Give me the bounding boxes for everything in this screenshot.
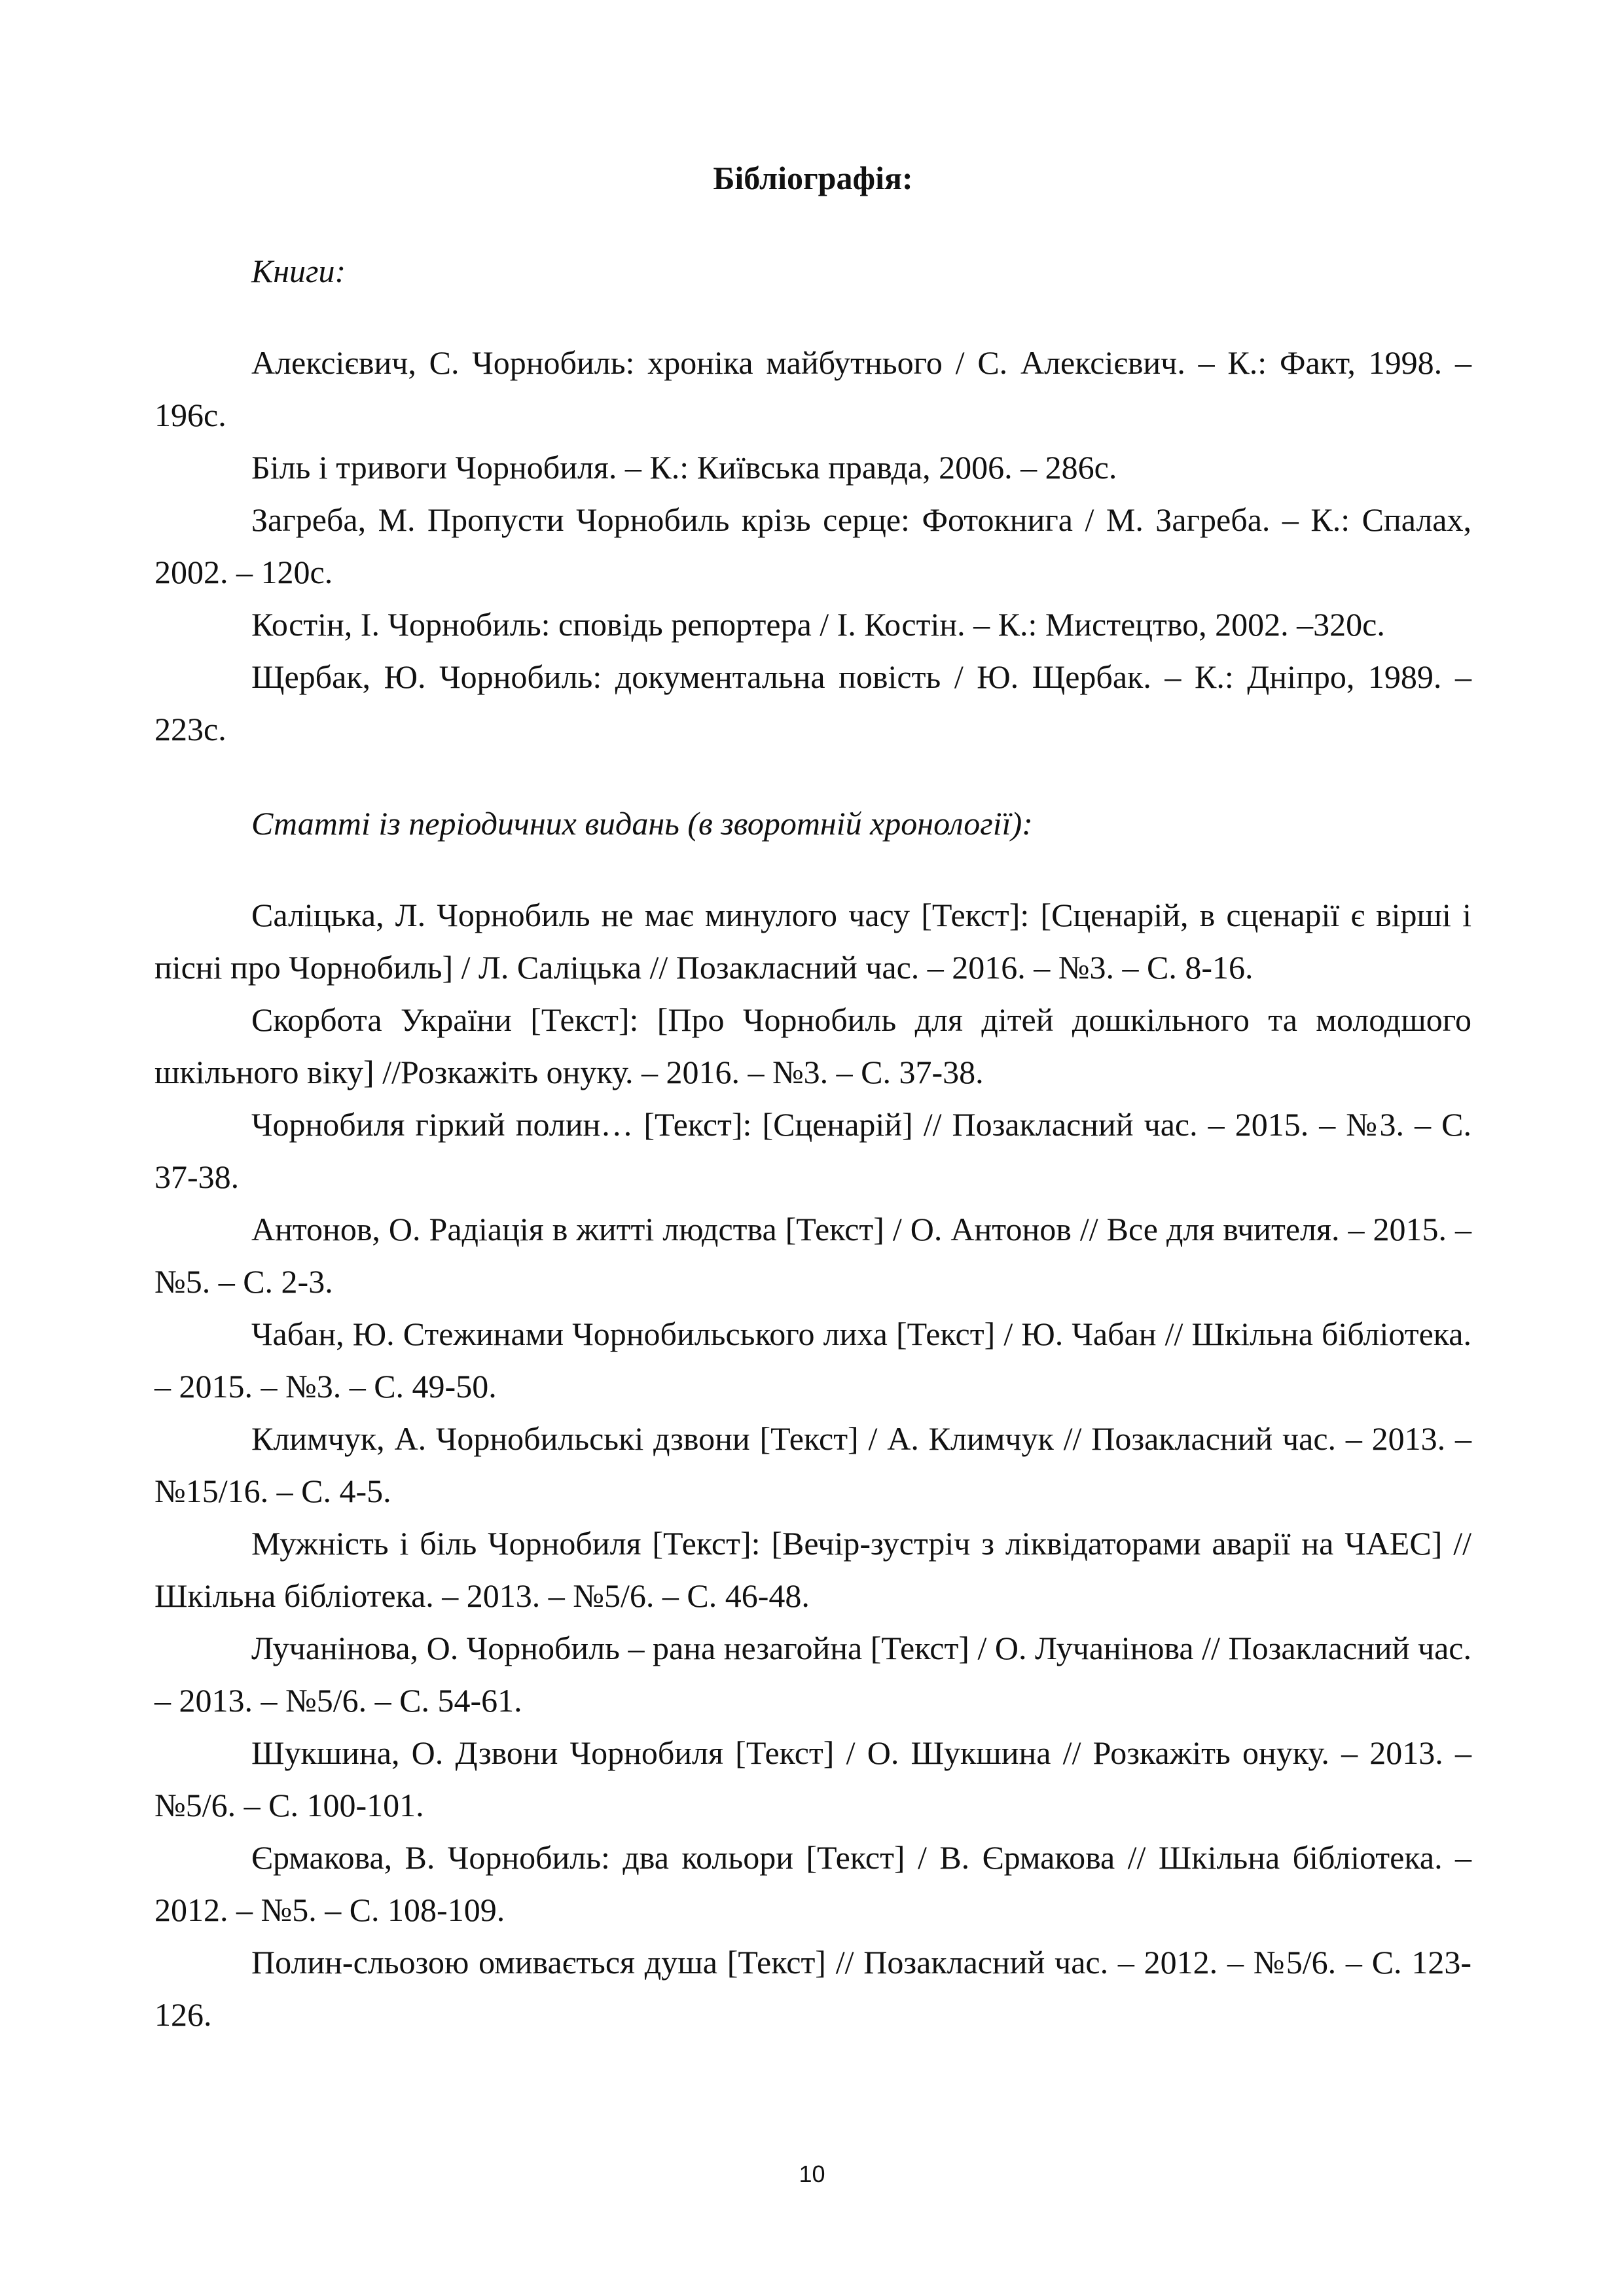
books-section — [154, 245, 1471, 755]
articles-section — [154, 797, 1471, 2041]
books-heading: Книги: — [251, 253, 346, 289]
bibliography-entry: Климчук, А. Чорнобильські дзвони [Текст] / А. Климчук // Позакласний час. – 2013. – №15/16. – С. 4-5. — [154, 1420, 1471, 1509]
bibliography-entry: Щербак, Ю. Чорнобиль: документальна повість / Ю. Щербак. – К.: Дніпро, 1989. – 223с. — [154, 658, 1471, 747]
bibliography-entry: Шукшина, О. Дзвони Чорнобиля [Текст] / О. Шукшина // Розкажіть онуку. – 2013. – №5/6. – С. 100-101. — [154, 1734, 1471, 1823]
page-content — [154, 152, 1471, 2041]
bibliography-entry: Біль і тривоги Чорнобиля. – К.: Київська правда, 2006. – 286с. — [251, 449, 1117, 486]
bibliography-entry: Скорбота України [Текст]: [Про Чорнобиль для дітей дошкільного та молодшого шкільного віку] //Розкажіть онуку. – 2016. – №3. – С. 37-38. — [154, 1001, 1471, 1090]
bibliography-entry: Чабан, Ю. Стежинами Чорнобильського лиха [Текст] / Ю. Чабан // Шкільна бібліотека. – 2015. – №3. – С. 49-50. — [154, 1316, 1471, 1405]
bibliography-entry: Єрмакова, В. Чорнобиль: два кольори [Текст] / В. Єрмакова // Шкільна бібліотека. – 2012. – №5. – С. 108-109. — [154, 1839, 1471, 1928]
bibliography-entry: Полин-сльозою омивається душа [Текст] // Позакласний час. – 2012. – №5/6. – С. 123-126. — [154, 1944, 1471, 2033]
bibliography-entry: Мужність і біль Чорнобиля [Текст]: [Вечір-зустріч з ліквідаторами аварії на ЧАЕС] // Шкільна бібліотека. – 2013. – №5/6. – С. 46-48. — [154, 1525, 1471, 1614]
bibliography-entry: Саліцька, Л. Чорнобиль не має минулого часу [Текст]: [Сценарій, в сценарії є вірші і пісні про Чорнобиль] / Л. Саліцька // Позакласний час. – 2016. – №3. – С. 8-16. — [154, 897, 1471, 986]
bibliography-entry: Костін, І. Чорнобиль: сповідь репортера / І. Костін. – К.: Мистецтво, 2002. –320с. — [251, 606, 1385, 643]
bibliography-entry: Лучанінова, О. Чорнобиль – рана незагойна [Текст] / О. Лучанінова // Позакласний час. – 2013. – №5/6. – С. 54-61. — [154, 1630, 1471, 1719]
bibliography-entry: Чорнобиля гіркий полин… [Текст]: [Сценарій] // Позакласний час. – 2015. – №3. – С. 37-38. — [154, 1106, 1471, 1195]
page-number: 10 — [799, 2161, 825, 2187]
page-title: Бібліографія: — [713, 160, 913, 196]
articles-heading: Статті із періодичних видань (в зворотній хронології): — [251, 805, 1033, 842]
bibliography-entry: Антонов, О. Радіація в житті людства [Текст] / О. Антонов // Все для вчителя. – 2015. – №5. – С. 2-3. — [154, 1211, 1471, 1300]
bibliography-entry: Загреба, М. Пропусти Чорнобиль крізь серце: Фотокнига / М. Загреба. – К.: Спалах, 2002. – 120с. — [154, 501, 1471, 590]
bibliography-entry: Алексієвич, С. Чорнобиль: хроніка майбутнього / С. Алексієвич. – К.: Факт, 1998. – 196с. — [154, 344, 1471, 433]
articles-list — [154, 889, 1471, 2041]
books-list — [154, 336, 1471, 755]
